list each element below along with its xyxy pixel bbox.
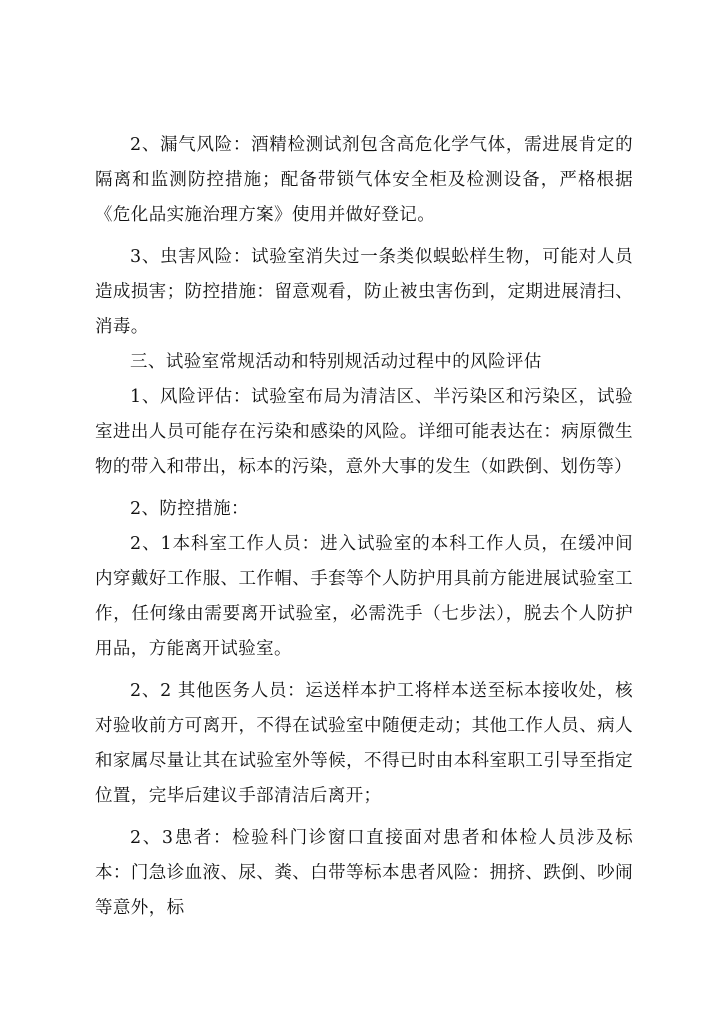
document-body (95, 128, 633, 926)
section-heading-3: 三、试验室常规活动和特别规活动过程中的风险评估 (130, 352, 542, 372)
paragraph-risk-assessment: 1、风险评估：试验室布局为清洁区、半污染区和污染区，试验室进出人员可能存在污染和感染的风险。详细可能表达在：病原微生物的带入和带出，标本的污染，意外大事的发生（如跌倒、划伤等） (95, 387, 633, 477)
paragraph-patients: 2、3患者：检验科门诊窗口直接面对患者和体检人员涉及标本：门急诊血液、尿、粪、白带等标本患者风险：拥挤、跌倒、吵闹等意外，标 (95, 828, 633, 918)
paragraph-other-medical-staff: 2、2 其他医务人员：运送样本护工将样本送至标本接收处，核对验收前方可离开，不得在试验室中随便走动；其他工作人员、病人和家属尽量让其在试验室外等候，不得已时由本科室职工引导至指定位置，完毕后建议手部清洁后离开； (95, 681, 633, 806)
paragraph-pest-risk: 3、虫害风险：试验室消失过一条类似蜈蚣样生物，可能对人员造成损害；防控措施：留意观看，防止被虫害伤到，定期进展清扫、消毒。 (95, 247, 633, 337)
paragraph-control-measures: 2、防控措施： (130, 499, 249, 519)
paragraph-gas-leak-risk: 2、漏气风险：酒精检测试剂包含高危化学气体，需进展肯定的隔离和监测防控措施；配备带锁气体安全柜及检测设备，严格根据《危化品实施治理方案》使用并做好登记。 (95, 135, 633, 225)
paragraph-staff: 2、1本科室工作人员：进入试验室的本科工作人员，在缓冲间内穿戴好工作服、工作帽、手套等个人防护用具前方能进展试验室工作，任何缘由需要离开试验室，必需洗手（七步法），脱去个人防护用品，方能离开试验室。 (95, 534, 633, 659)
